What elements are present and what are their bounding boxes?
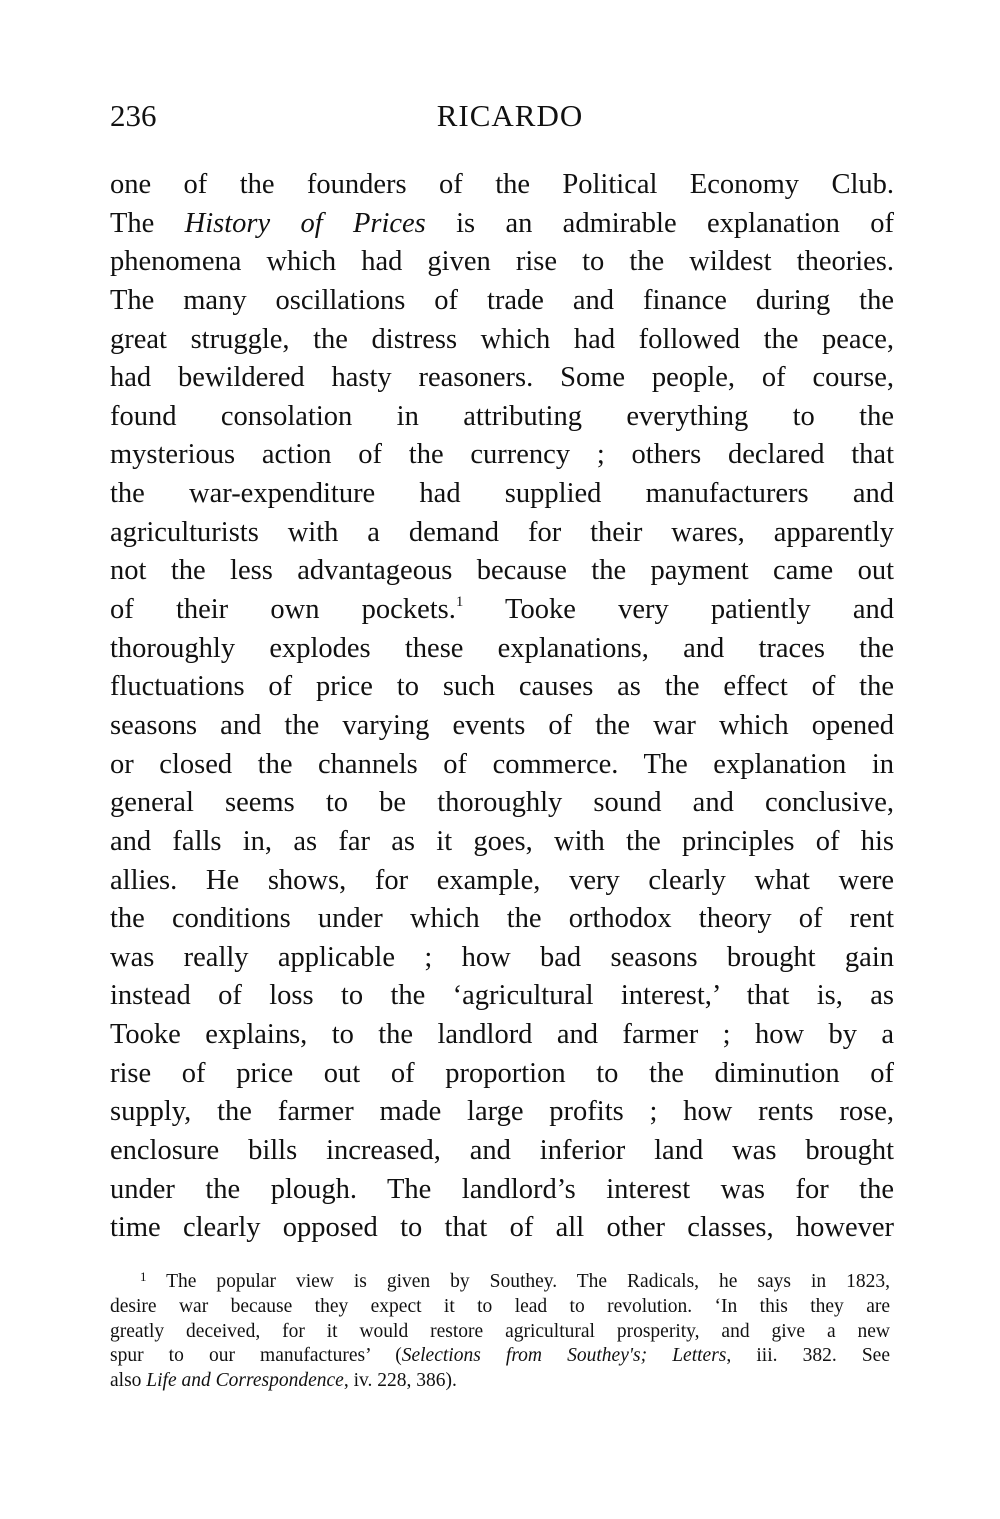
- text-line: phenomena which had given rise to the wildest theories.: [110, 246, 894, 278]
- text-line: enclosure bills increased, and inferior land was brought: [110, 1135, 894, 1167]
- text-line: mysterious action of the currency ; others declared that: [110, 439, 894, 471]
- book-title: History of Prices: [184, 207, 426, 239]
- footnote-line: [110, 1344, 890, 1369]
- text-line: instead of loss to the ‘agricultural interest,’ that is, as: [110, 980, 894, 1012]
- text-line: the war-expenditure had supplied manufacturers and: [110, 478, 894, 510]
- text-segment: Tooke very patiently and: [463, 594, 894, 626]
- text-line: Tooke explains, to the landlord and farmer ; how by a: [110, 1019, 894, 1051]
- text-segment: , iii. 382. See: [726, 1345, 890, 1367]
- text-segment: The: [110, 207, 185, 239]
- footnote-line: [110, 1270, 890, 1295]
- text-line: was really applicable ; how bad seasons brought gain: [110, 941, 894, 973]
- text-line: general seems to be thoroughly sound and conclusive,: [110, 787, 894, 819]
- text-line: supply, the farmer made large profits ; how rents rose,: [110, 1096, 894, 1128]
- book-title: Life and Correspondence: [146, 1370, 344, 1392]
- page-number: 236: [110, 98, 157, 133]
- text-line: not the less advantageous because the payment came out: [110, 555, 894, 587]
- text-line: seasons and the varying events of the war which opened: [110, 709, 894, 741]
- footnote-number: 1: [140, 1269, 147, 1284]
- footnote-line: greatly deceived, for it would restore agricultural prosperity, and give a new: [110, 1320, 890, 1342]
- text-segment: of their own pockets.: [110, 594, 456, 626]
- text-line: [110, 591, 894, 630]
- text-line: thoroughly explodes these explanations, and traces the: [110, 632, 894, 664]
- text-line: or closed the channels of commerce. The explanation in: [110, 748, 894, 780]
- text-segment: , iv. 228, 386).: [343, 1370, 457, 1392]
- text-line: agriculturists with a demand for their wares, apparently: [110, 516, 894, 548]
- text-line: rise of price out of proportion to the diminution of: [110, 1057, 894, 1089]
- footnote: [110, 1270, 890, 1394]
- text-line: found consolation in attributing everything to the: [110, 400, 894, 432]
- text-line: allies. He shows, for example, very clearly what were: [110, 864, 894, 896]
- text-line: under the plough. The landlord’s interest was for the: [110, 1173, 894, 1205]
- text-segment: is an admirable explanation of: [425, 207, 894, 239]
- text-line: great struggle, the distress which had followed the peace,: [110, 323, 894, 355]
- text-line: and falls in, as far as it goes, with the principles of his: [110, 825, 894, 857]
- text-line: The many oscillations of trade and finance during the: [110, 284, 894, 316]
- text-line: [110, 205, 894, 244]
- text-line: time clearly opposed to that of all other classes, however: [110, 1212, 894, 1244]
- footnote-line: desire war because they expect it to lead to revolution. ‘In this they are: [110, 1295, 890, 1317]
- footnote-line: [110, 1369, 890, 1394]
- body-text: [110, 166, 894, 1248]
- text-line: the conditions under which the orthodox theory of rent: [110, 903, 894, 935]
- footnote-ref[interactable]: 1: [455, 594, 464, 611]
- text-segment: also: [110, 1370, 147, 1392]
- text-segment: The popular view is given by Southey. The Radicals, he says in 1823,: [146, 1271, 890, 1292]
- book-title: Selections from Southey's; Letters: [401, 1345, 727, 1367]
- text-line: had bewildered hasty reasoners. Some people, of course,: [110, 362, 894, 394]
- text-segment: spur to our manufactures’ (: [110, 1345, 402, 1367]
- text-line: one of the founders of the Political Economy Club.: [110, 169, 894, 200]
- text-line: fluctuations of price to such causes as the effect of the: [110, 671, 894, 703]
- running-title: RICARDO: [436, 98, 584, 133]
